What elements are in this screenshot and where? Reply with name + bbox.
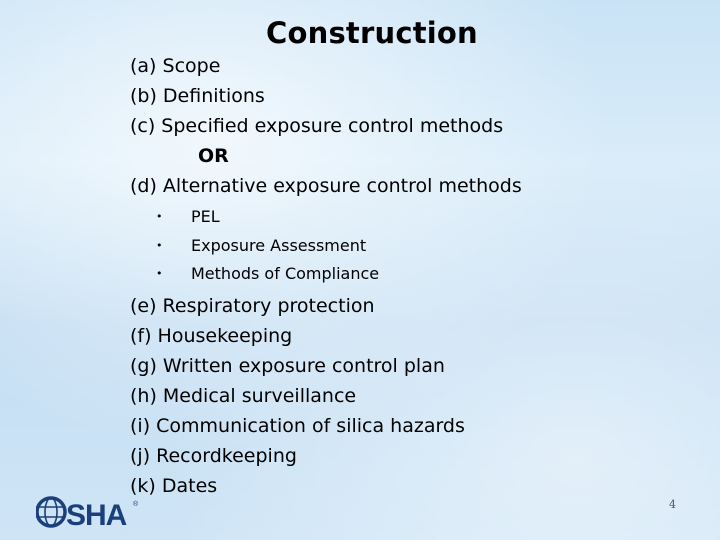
list-item-alternative-methods: (d) Alternative exposure control methods [130, 175, 522, 197]
sub-item-methods-of-compliance [130, 260, 522, 289]
list-item-specified-methods: (c) Specified exposure control methods [130, 115, 504, 137]
list-item-respiratory-protection: (e) Respiratory protection [130, 294, 375, 317]
sub-item-label: Exposure Assessment [191, 235, 367, 255]
osha-logo [36, 495, 146, 529]
sub-item-pel [130, 203, 522, 232]
list-item-scope: (a) Scope [130, 55, 221, 77]
bullet-icon: • [156, 267, 163, 280]
bullet-icon: • [156, 238, 163, 252]
registered-mark: ® [133, 501, 139, 508]
sub-item-exposure-assessment [130, 232, 522, 261]
list-item-written-plan: (g) Written exposure control plan [130, 354, 445, 377]
page-number: 4 [669, 498, 676, 511]
list-item-recordkeeping: (j) Recordkeeping [130, 444, 297, 467]
list-item-medical-surveillance: (h) Medical surveillance [130, 384, 357, 407]
list-item-housekeeping: (f) Housekeeping [130, 324, 293, 347]
list-item-dates: (k) Dates [130, 474, 218, 497]
sub-item-label: Methods of Compliance [191, 264, 380, 283]
sub-item-label: PEL [191, 207, 220, 226]
osha-globe-icon [37, 498, 65, 526]
list-item-definitions: (b) Definitions [130, 85, 265, 107]
alternative-methods-sublist [130, 201, 522, 291]
slide-title: Construction [266, 16, 478, 50]
list-item-communication: (i) Communication of silica hazards [130, 414, 465, 437]
sub-list-container [130, 201, 522, 291]
bullet-icon: • [156, 210, 163, 223]
or-separator: OR [198, 145, 229, 167]
osha-logo-text: SHA [66, 499, 127, 529]
requirements-list [130, 51, 522, 501]
